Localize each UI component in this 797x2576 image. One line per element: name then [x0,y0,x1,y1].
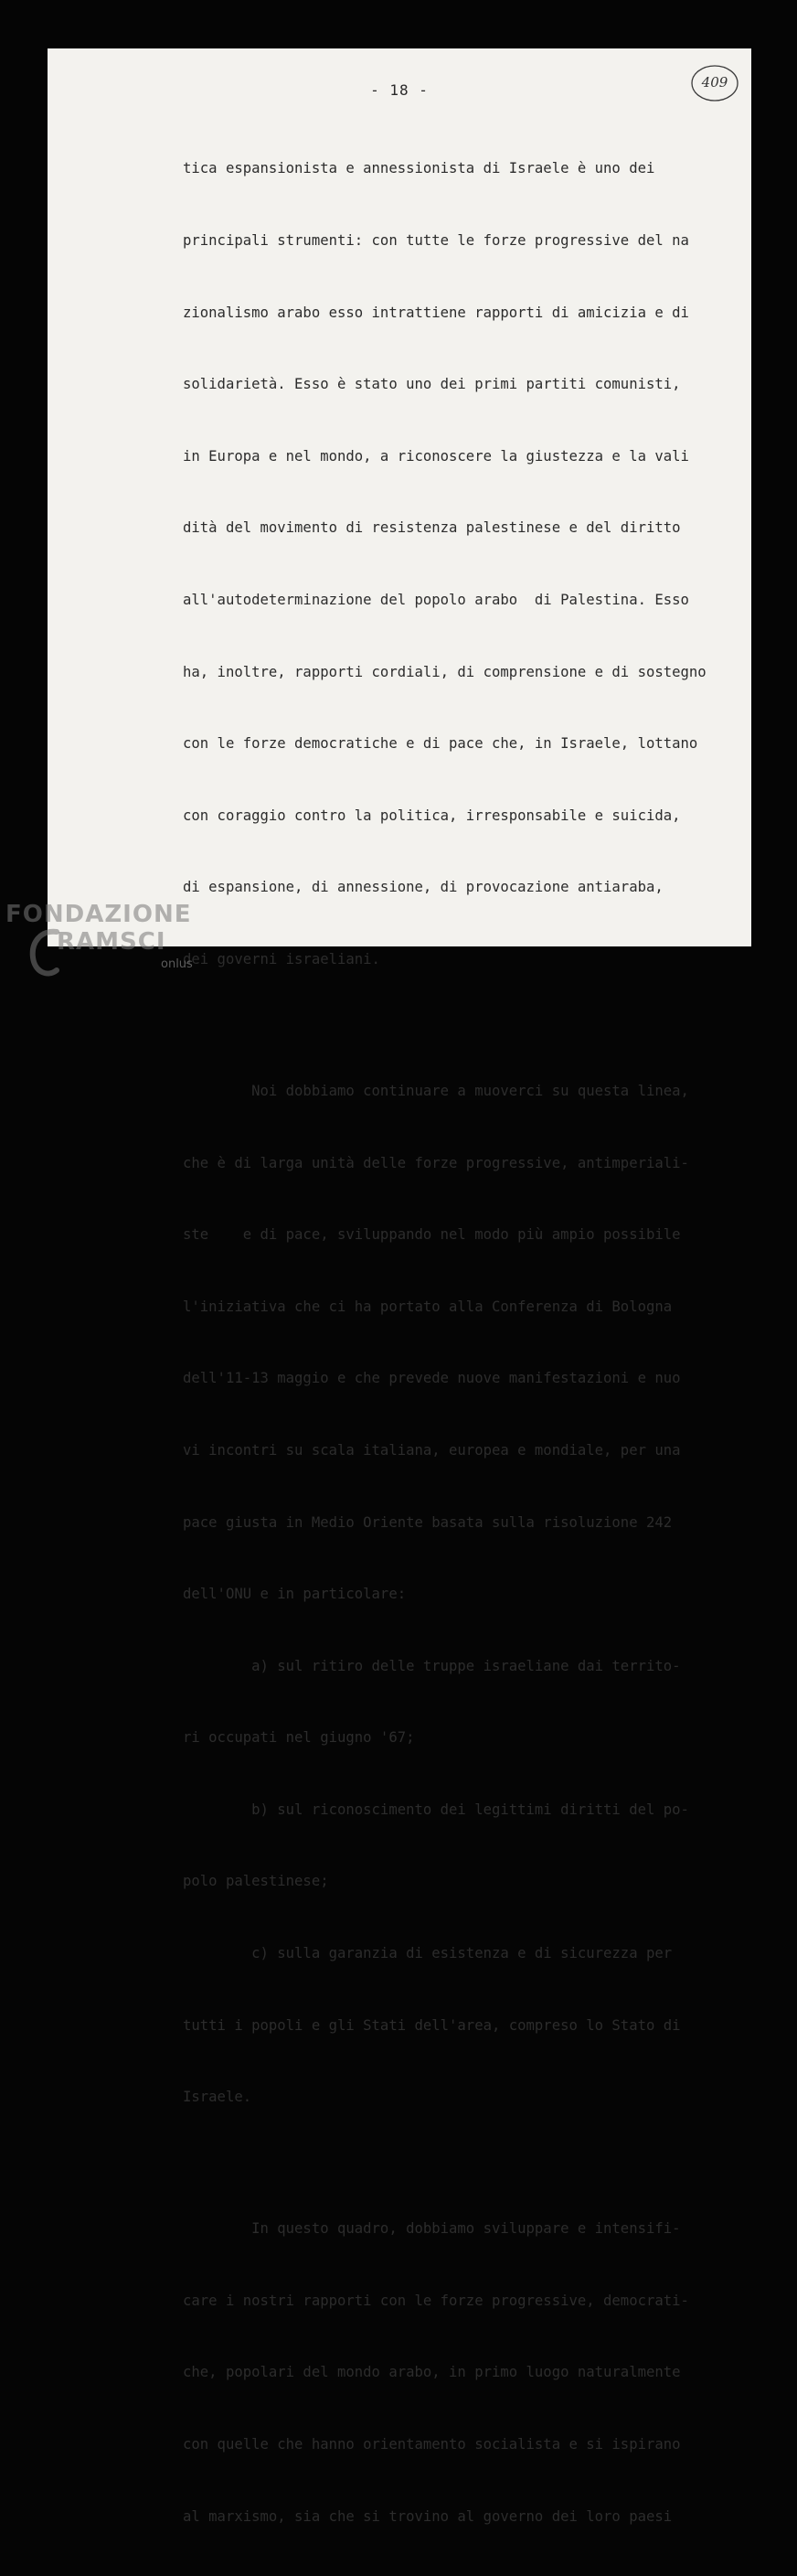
fondazione-gramsci-watermark [0,901,210,988]
folio-text: 409 [701,74,728,91]
text-line: a) sul ritiro delle truppe israeliane dai territo- [183,1657,681,1674]
text-line: con quelle che hanno orientamento socialista e si ispirano [183,2436,681,2453]
text-line: zionalismo arabo esso intrattiene rapporti di amicizia e di [183,304,689,321]
text-line: vi incontri su scala italiana, europea e mondiale, per una [183,1441,681,1459]
text-line: con le forze democratiche e di pace che, in Israele, lottano [183,735,698,753]
text-line: dità del movimento di resistenza palestinese e del diritto [183,519,681,537]
paragraph-gap [183,2157,713,2169]
text-line: solidarietà. Esso è stato uno dei primi partiti comunisti, [183,376,681,393]
text-line: b) sul riconoscimento dei legittimi diritti del po- [183,1801,689,1818]
text-line: di espansione, di annessione, di provocazione antiaraba, [183,879,664,896]
typed-text-body [183,109,713,2576]
page-number: - 18 - [370,81,429,99]
watermark-line-3: onlus [161,957,193,971]
text-line: Noi dobbiamo continuare a muoverci su questa linea, [183,1082,689,1099]
text-line: l'iniziativa che ci ha portato alla Conferenza di Bologna [183,1298,673,1315]
text-line: tutti i popoli e gli Stati dell'area, compreso lo Stato di [183,2016,681,2034]
text-line: in Europa e nel mondo, a riconoscere la giustezza e la vali [183,447,689,465]
watermark-line-1: FONDAZIONE [5,901,192,928]
text-line: Israele. [183,2089,252,2106]
text-line: al marxismo, sia che si trovino al governo dei loro paesi [183,2507,673,2525]
text-line: c) sulla garanzia di esistenza e di sicurezza per [183,1945,673,1962]
text-line: principali strumenti: con tutte le forze progressive del na [183,232,689,249]
text-line: che, popolari del mondo arabo, in primo luogo naturalmente [183,2364,681,2381]
text-line: con coraggio contro la politica, irresponsabile e suicida, [183,807,681,824]
text-line: tica espansionista e annessionista di Israele è uno dei [183,160,655,177]
watermark-line-2: RAMSCI [57,928,166,956]
text-line: dell'11-13 maggio e che prevede nuove manifestazioni e nuo [183,1370,681,1387]
text-line: polo palestinese; [183,1873,329,1890]
text-line: ste e di pace, sviluppando nel modo più ampio possibile [183,1226,681,1244]
text-line: pace giusta in Medio Oriente basata sulla risoluzione 242 [183,1513,673,1531]
text-line: ri occupati nel giugno '67; [183,1729,415,1747]
text-line: ha, inoltre, rapporti cordiali, di comprensione e di sostegno [183,663,707,680]
text-line: all'autodeterminazione del popolo arabo di Palestina. Esso [183,591,689,608]
text-line: dell'ONU e in particolare: [183,1586,407,1603]
text-line: dei governi israeliani. [183,950,380,967]
text-line: In questo quadro, dobbiamo sviluppare e intensifi- [183,2220,681,2238]
text-line: care i nostri rapporti con le forze progressive, democrati- [183,2292,689,2309]
text-line: che è di larga unità delle forze progressive, antimperiali- [183,1154,689,1171]
paragraph-gap [183,1020,713,1031]
folio-number-annotation [689,63,740,103]
